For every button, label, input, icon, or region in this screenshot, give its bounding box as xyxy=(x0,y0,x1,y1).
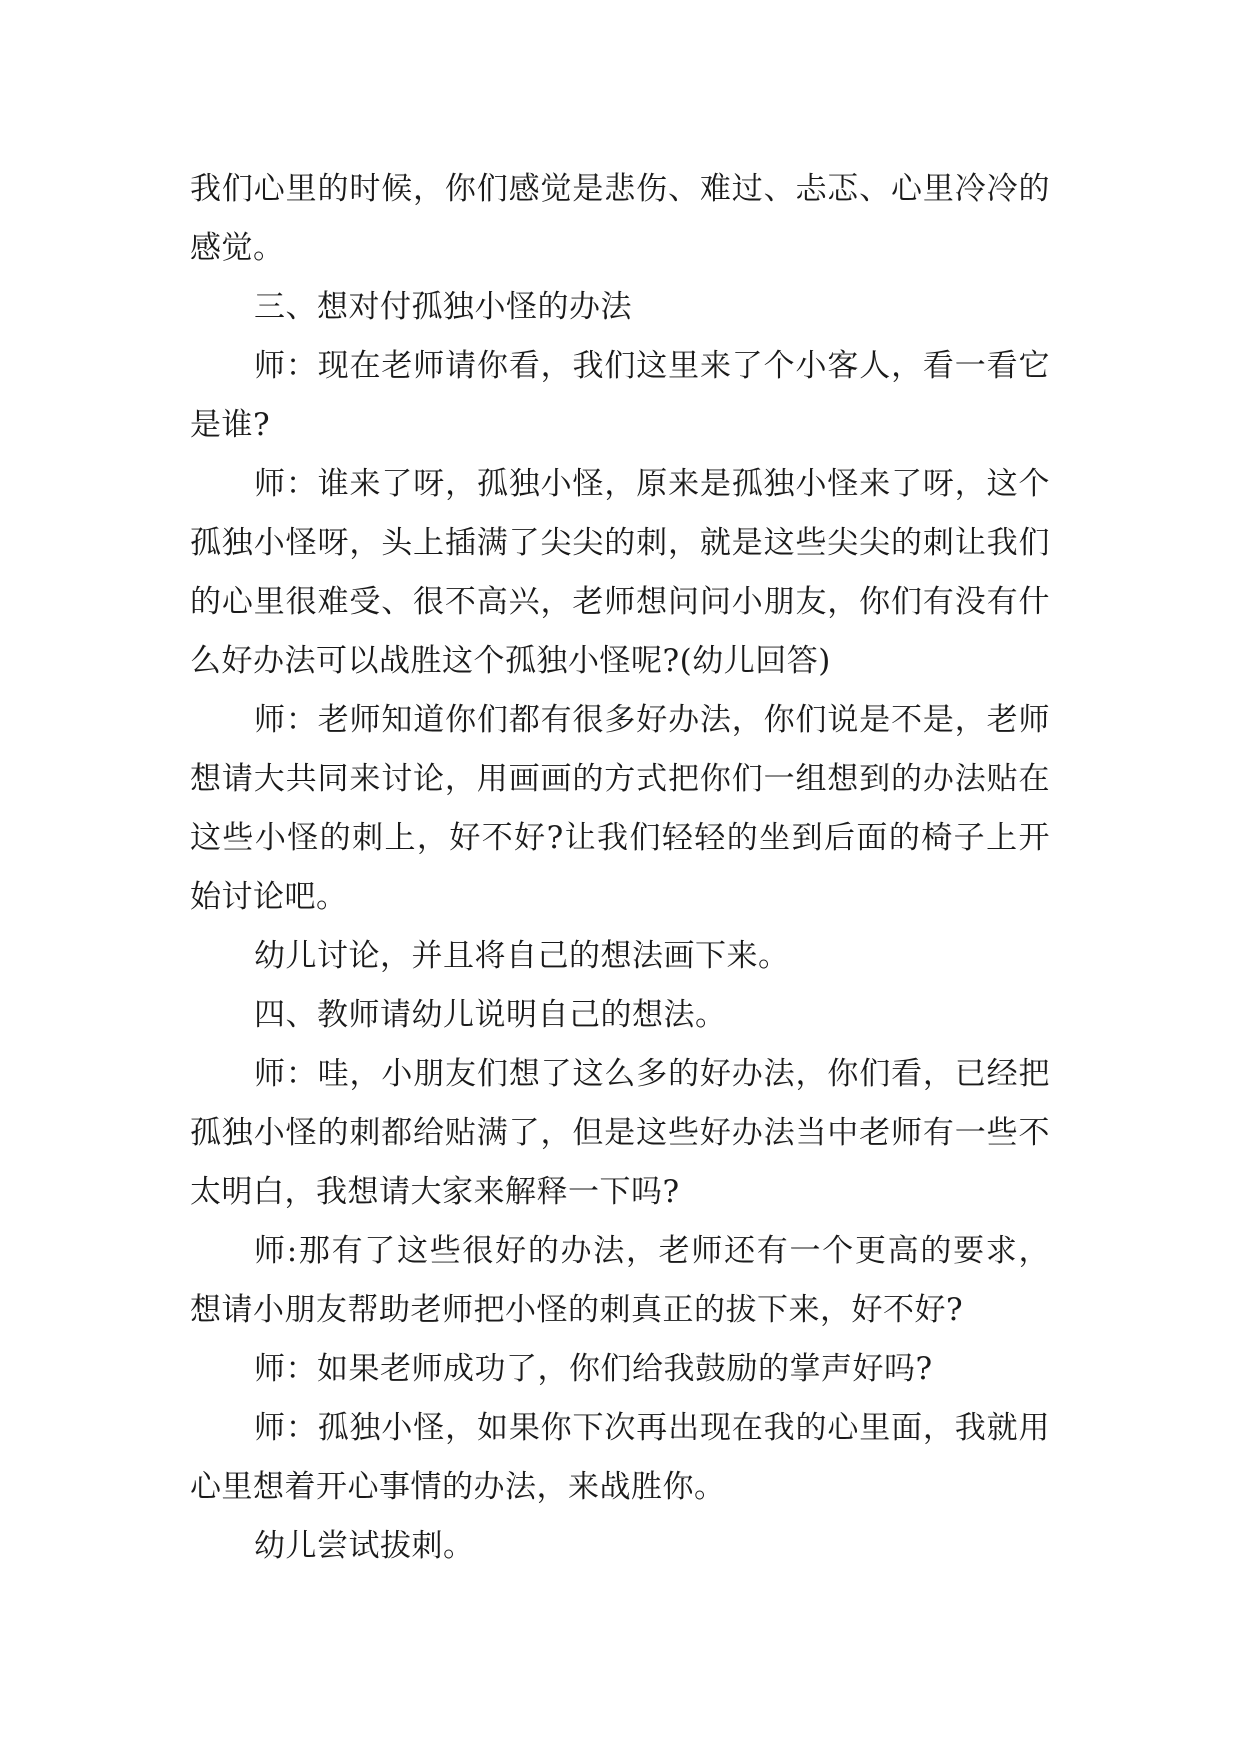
paragraph: 幼儿尝试拔刺。 xyxy=(254,1528,475,1564)
paragraph: 师：如果老师成功了，你们给我鼓励的掌声好吗? xyxy=(254,1351,933,1387)
paragraph: 师：谁来了呀，孤独小怪，原来是孤独小怪来了呀，这个孤独小怪呀，头上插满了尖尖的刺，就是这些尖尖的刺让我们的心里很难受、很不高兴，老师想问问小朋友，你们有没有什么好办法可以战胜这个孤独小怪呢?(幼儿回答) xyxy=(190,466,1050,679)
section-heading: 四、教师请幼儿说明自己的想法。 xyxy=(254,997,727,1033)
paragraph: 师:那有了这些很好的办法，老师还有一个更高的要求，想请小朋友帮助老师把小怪的刺真正的拔下来，好不好? xyxy=(190,1233,1050,1328)
paragraph: 师：老师知道你们都有很多好办法，你们说是不是，老师想请大共同来讨论，用画画的方式把你们一组想到的办法贴在这些小怪的刺上，好不好?让我们轻轻的坐到后面的椅子上开始讨论吧。 xyxy=(190,702,1050,915)
paragraph: 师：孤独小怪，如果你下次再出现在我的心里面，我就用心里想着开心事情的办法，来战胜你。 xyxy=(190,1410,1050,1505)
paragraph: 幼儿讨论，并且将自己的想法画下来。 xyxy=(254,938,790,974)
section-heading: 三、想对付孤独小怪的办法 xyxy=(254,289,632,325)
paragraph: 我们心里的时候，你们感觉是悲伤、难过、忐忑、心里冷冷的感觉。 xyxy=(190,171,1050,266)
paragraph: 师：现在老师请你看，我们这里来了个小客人，看一看它是谁? xyxy=(190,348,1050,443)
paragraph: 师：哇，小朋友们想了这么多的好办法，你们看，已经把孤独小怪的刺都给贴满了，但是这些好办法当中老师有一些不太明白，我想请大家来解释一下吗? xyxy=(190,1056,1050,1210)
document-body xyxy=(190,160,1050,1576)
